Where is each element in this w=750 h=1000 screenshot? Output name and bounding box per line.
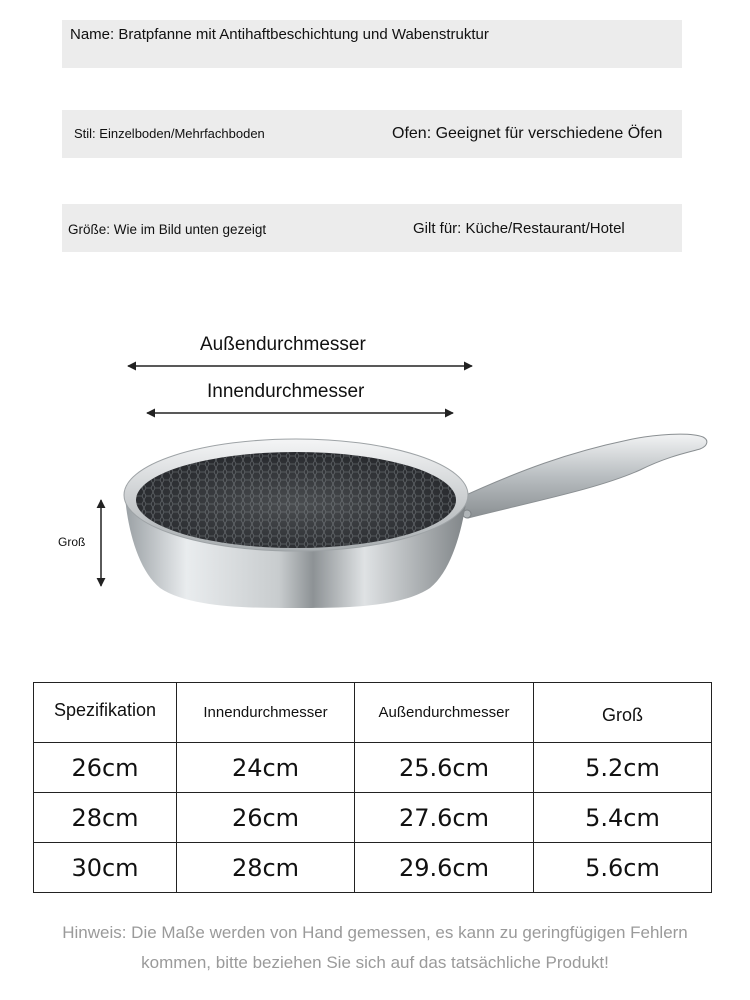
table-row: [34, 793, 712, 843]
height-label: Groß: [58, 535, 86, 549]
table-cell: 26cm: [177, 793, 355, 843]
info-bar-size-applies: [62, 204, 682, 252]
product-name-text: Name: Bratpfanne mit Antihaftbeschichtung und Wabenstruktur: [70, 26, 489, 43]
header-height: Groß: [534, 683, 712, 743]
table-cell: 25.6cm: [355, 743, 534, 793]
table-row: [34, 843, 712, 893]
frying-pan-diagram: [0, 300, 750, 630]
table-cell: 5.4cm: [534, 793, 712, 843]
oven-text: Ofen: Geeignet für verschiedene Öfen: [392, 125, 663, 142]
table-cell: 28cm: [34, 793, 177, 843]
header-spec: Spezifikation: [34, 683, 177, 743]
info-bar-name: [62, 20, 682, 68]
size-text: Größe: Wie im Bild unten gezeigt: [68, 222, 267, 237]
honeycomb-texture: [136, 452, 456, 548]
table-cell: 24cm: [177, 743, 355, 793]
table-cell: 30cm: [34, 843, 177, 893]
style-text: Stil: Einzelboden/Mehrfachboden: [74, 126, 265, 141]
table-cell: 5.6cm: [534, 843, 712, 893]
table-header-row: [34, 683, 712, 743]
spec-table: [33, 682, 712, 893]
applies-text: Gilt für: Küche/Restaurant/Hotel: [413, 220, 625, 237]
table-cell: 29.6cm: [355, 843, 534, 893]
header-inner-diameter: Innendurchmesser: [177, 683, 355, 743]
outer-diameter-label: Außendurchmesser: [200, 334, 366, 355]
table-cell: 28cm: [177, 843, 355, 893]
info-bar-style-oven: [62, 110, 682, 158]
table-row: [34, 743, 712, 793]
table-cell: 27.6cm: [355, 793, 534, 843]
table-cell: 26cm: [34, 743, 177, 793]
table-cell: 5.2cm: [534, 743, 712, 793]
header-outer-diameter: Außendurchmesser: [355, 683, 534, 743]
note-line-1: Hinweis: Die Maße werden von Hand gemessen, es kann zu geringfügigen Fehlern: [62, 923, 688, 942]
inner-diameter-label: Innendurchmesser: [207, 381, 365, 402]
pan-handle: [455, 434, 707, 518]
note-line-2: kommen, bitte beziehen Sie sich auf das tatsächliche Produkt!: [141, 953, 609, 972]
measurement-note: [0, 918, 750, 978]
